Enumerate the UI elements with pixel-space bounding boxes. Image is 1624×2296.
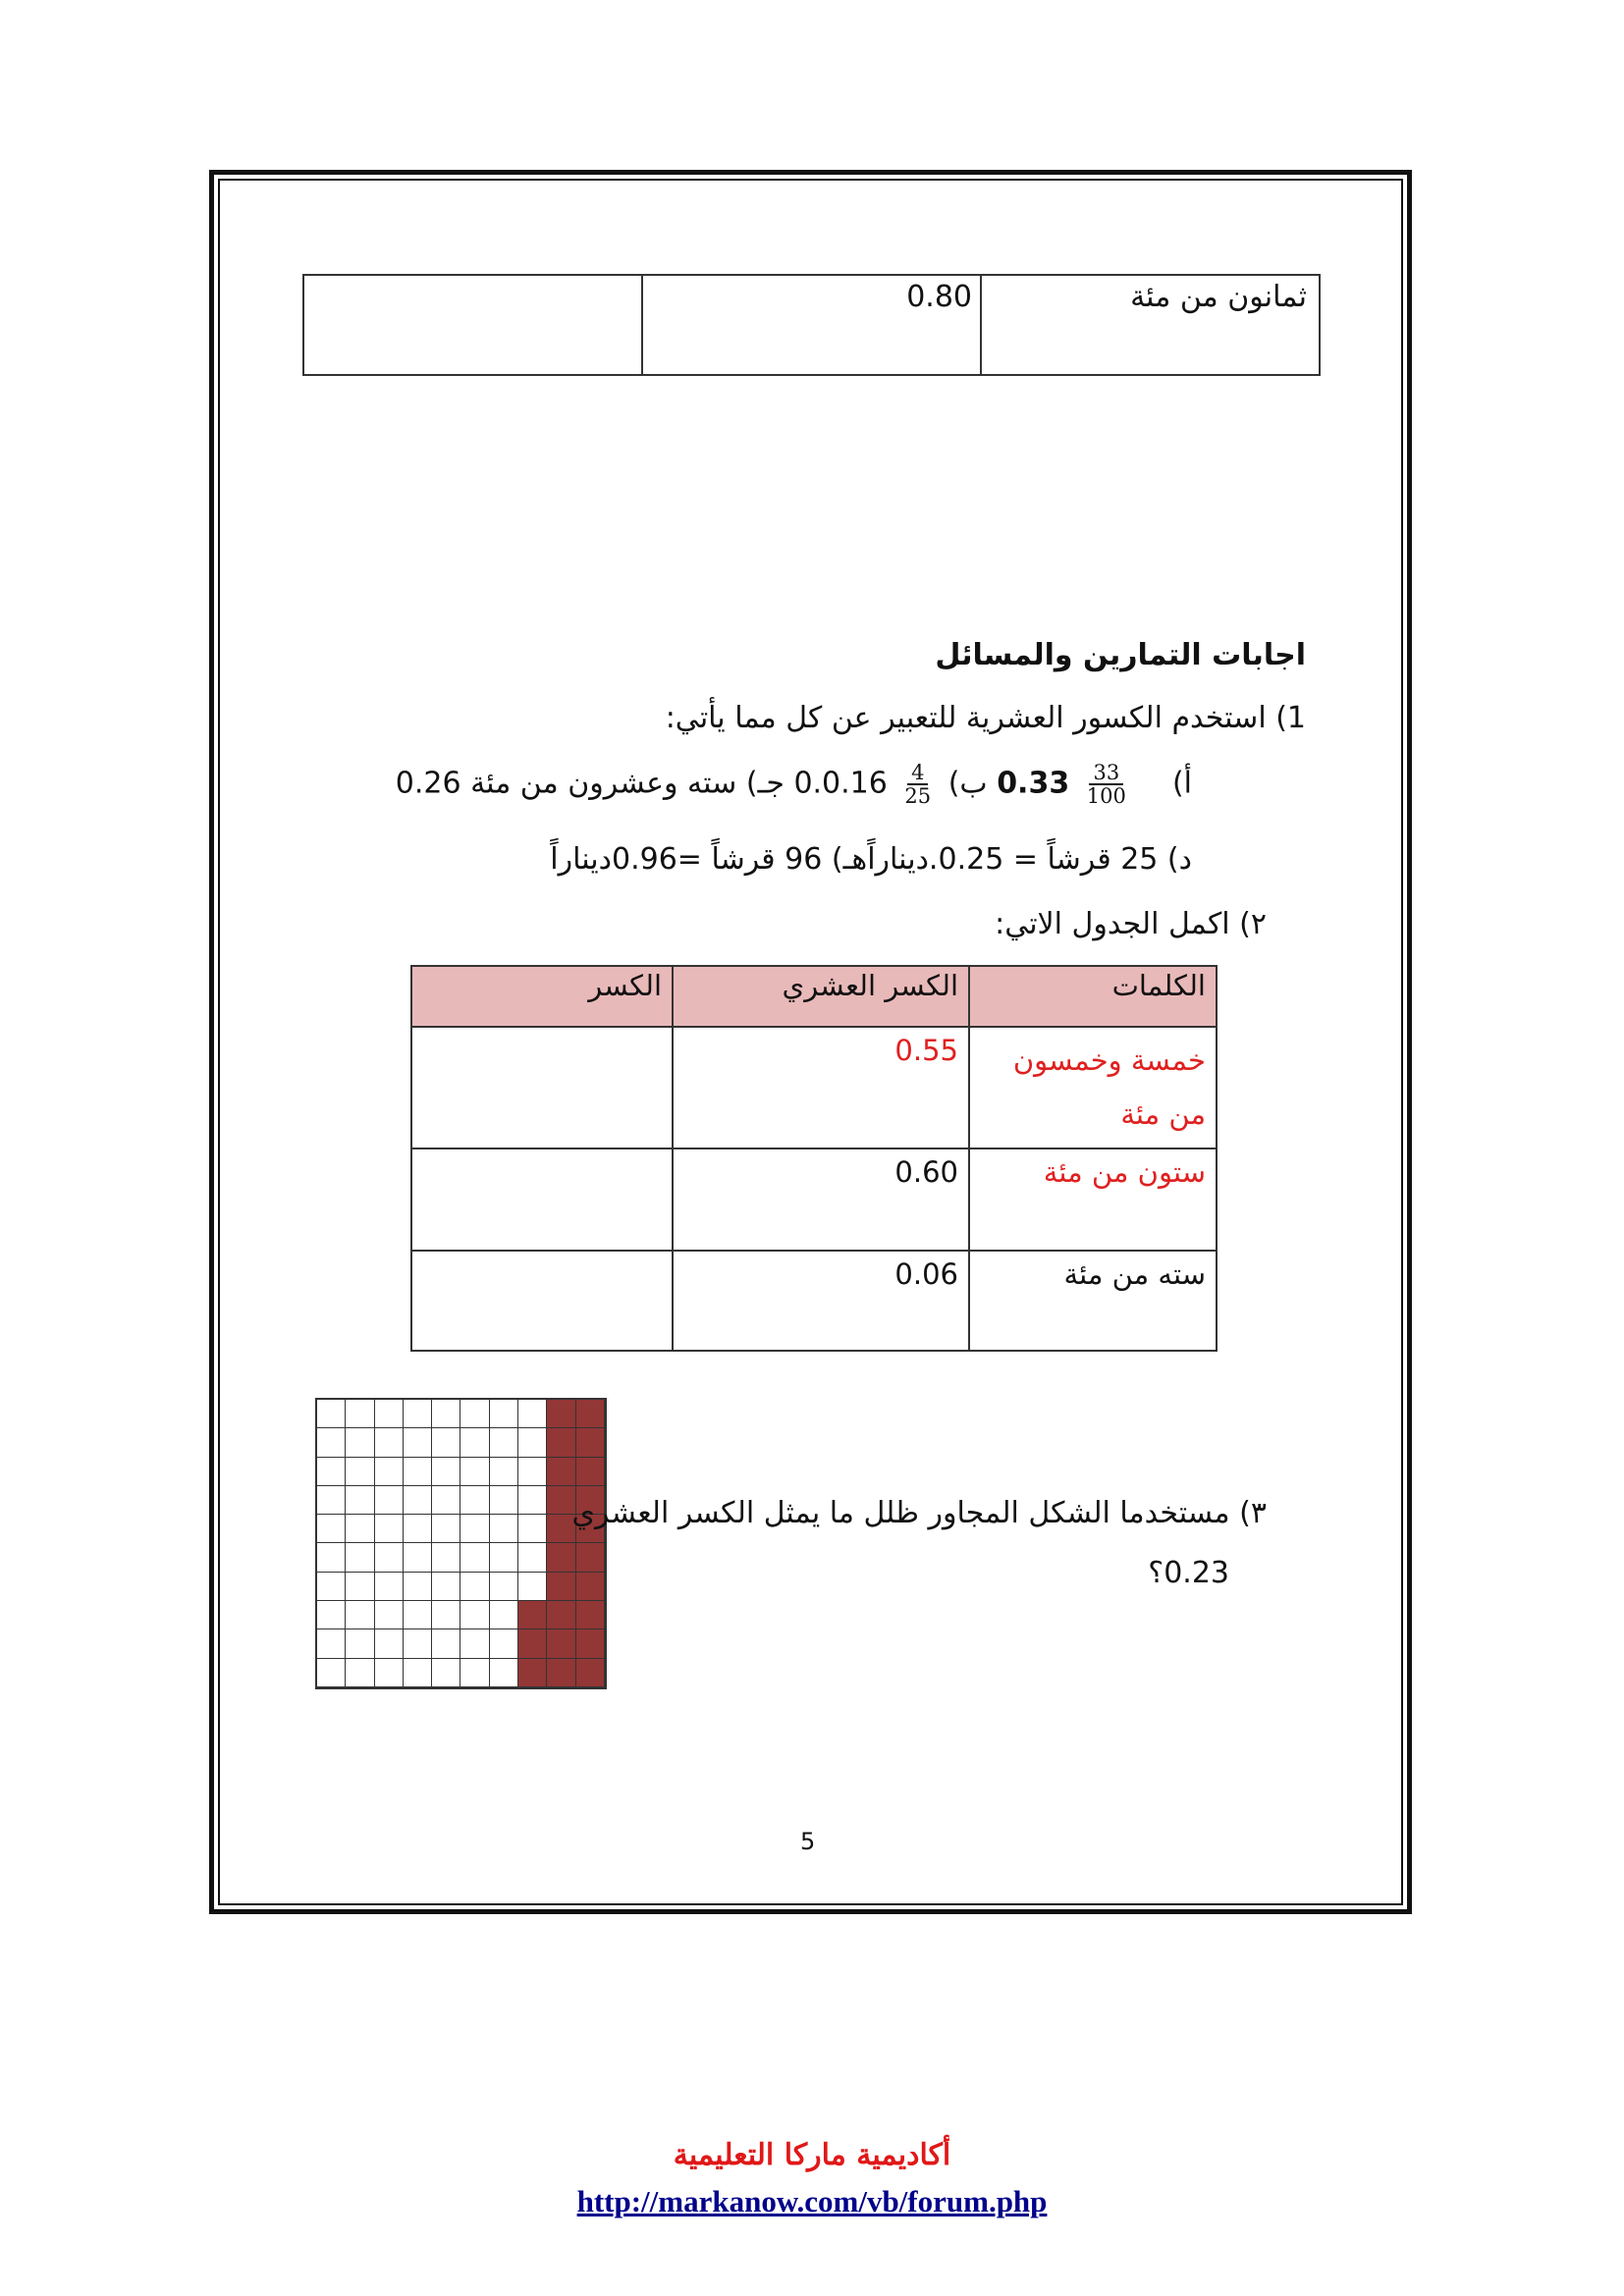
grid-cell [460, 1629, 489, 1658]
table-row [411, 1027, 1217, 1148]
header-words: الكلمات [969, 966, 1217, 1027]
academy-name: أكاديمية ماركا التعليمية [673, 2138, 951, 2172]
grid-cell [346, 1458, 374, 1486]
value-a: 0.33 [997, 766, 1070, 801]
grid-cell [404, 1573, 432, 1601]
decimal-cell: 0.55 [673, 1027, 969, 1148]
grid-cell [547, 1543, 575, 1572]
grid-cell [576, 1458, 605, 1486]
words-cell: خمسة وخمسون من مئة [969, 1027, 1217, 1148]
decimal-cell: 0.06 [673, 1251, 969, 1351]
grid-cell [317, 1629, 346, 1658]
table-row [411, 1148, 1217, 1251]
fraction-cell [411, 1027, 673, 1148]
grid-cell [375, 1400, 404, 1428]
header-fraction: الكسر [411, 966, 673, 1027]
grid-cell [404, 1486, 432, 1515]
grid-cell [432, 1515, 460, 1543]
grid-cell [432, 1543, 460, 1572]
grid-cell [490, 1515, 518, 1543]
grid-cell [576, 1659, 605, 1687]
grid-cell [547, 1659, 575, 1687]
grid-cell [490, 1458, 518, 1486]
grid-cell [547, 1400, 575, 1428]
table-row [411, 1251, 1217, 1351]
words-cell: ثمانون من مئة [981, 275, 1320, 375]
grid-cell [518, 1428, 547, 1457]
grid-cell [460, 1515, 489, 1543]
grid-cell [518, 1543, 547, 1572]
grid-cell [404, 1543, 432, 1572]
top-table [302, 274, 1321, 376]
grid-cell [576, 1601, 605, 1629]
fraction-cell [411, 1251, 673, 1351]
grid-cell [432, 1458, 460, 1486]
grid-cell [576, 1400, 605, 1428]
decimal-table [410, 965, 1218, 1352]
grid-cell [375, 1428, 404, 1457]
label-a: أ) [1171, 766, 1192, 801]
table-header-row [411, 966, 1217, 1027]
fraction-cell [303, 275, 642, 375]
words-cell: سته من مئة [969, 1251, 1217, 1351]
grid-cell [404, 1515, 432, 1543]
grid-cell [518, 1629, 547, 1658]
question-2-text: ٢) اكمل الجدول الاتي: [995, 907, 1267, 941]
words-cell: ستون من مئة [969, 1148, 1217, 1251]
grid-cell [317, 1400, 346, 1428]
page-number: 5 [800, 1828, 816, 1855]
grid-cell [518, 1486, 547, 1515]
grid-cell [460, 1573, 489, 1601]
grid-cell [518, 1458, 547, 1486]
grid-cell [317, 1573, 346, 1601]
decimal-cell: 0.80 [642, 275, 981, 375]
grid-cell [375, 1629, 404, 1658]
grid-cell [375, 1486, 404, 1515]
grid-cell [460, 1458, 489, 1486]
hundred-grid [315, 1398, 607, 1689]
grid-cell [518, 1659, 547, 1687]
grid-cell [518, 1515, 547, 1543]
grid-cell [346, 1573, 374, 1601]
grid-cell [547, 1428, 575, 1457]
grid-cell [432, 1400, 460, 1428]
label-b: ب) [947, 766, 988, 801]
grid-cell [490, 1629, 518, 1658]
grid-cell [576, 1629, 605, 1658]
grid-cell [576, 1573, 605, 1601]
grid-cell [317, 1515, 346, 1543]
grid-cell [490, 1486, 518, 1515]
header-decimal: الكسر العشري [673, 966, 969, 1027]
grid-cell [317, 1659, 346, 1687]
grid-cell [547, 1629, 575, 1658]
decimal-cell: 0.60 [673, 1148, 969, 1251]
grid-cell [518, 1400, 547, 1428]
grid-cell [460, 1601, 489, 1629]
grid-cell [490, 1601, 518, 1629]
value-b: 0.0.16 [793, 766, 888, 801]
grid-cell [432, 1573, 460, 1601]
table-row [303, 275, 1320, 375]
grid-cell [375, 1601, 404, 1629]
grid-cell [404, 1601, 432, 1629]
grid-cell [317, 1428, 346, 1457]
fraction-4-25: $\frac{4}{25}$ [904, 761, 932, 809]
grid-cell [460, 1428, 489, 1457]
grid-cell [375, 1543, 404, 1572]
grid-cell [518, 1573, 547, 1601]
grid-cell [404, 1458, 432, 1486]
grid-cell [346, 1629, 374, 1658]
label-c: جـ) [745, 766, 785, 801]
grid-cell [432, 1629, 460, 1658]
grid-cell [375, 1515, 404, 1543]
grid-cell [460, 1543, 489, 1572]
grid-cell [576, 1543, 605, 1572]
grid-cell [346, 1486, 374, 1515]
grid-cell [490, 1428, 518, 1457]
grid-cell [346, 1428, 374, 1457]
grid-cell [317, 1543, 346, 1572]
question-1-line-a [396, 762, 1192, 807]
grid-cell [460, 1400, 489, 1428]
question-1-line-d: د) 25 قرشاً = 0.25.ديناراًهـ) 96 قرشاً =0.96ديناراً [550, 842, 1192, 877]
grid-cell [432, 1486, 460, 1515]
grid-cell [346, 1515, 374, 1543]
grid-cell [375, 1573, 404, 1601]
grid-cell [432, 1601, 460, 1629]
grid-cell [346, 1543, 374, 1572]
grid-cell [375, 1659, 404, 1687]
question-3-value: 0.23؟ [1148, 1556, 1229, 1590]
fraction-33-100: $\frac{33}{100}$ [1086, 761, 1126, 809]
grid-cell [490, 1400, 518, 1428]
grid-cell [460, 1659, 489, 1687]
grid-cell [547, 1601, 575, 1629]
grid-cell [490, 1573, 518, 1601]
grid-cell [317, 1601, 346, 1629]
grid-cell [317, 1486, 346, 1515]
grid-cell [375, 1458, 404, 1486]
grid-cell [576, 1428, 605, 1457]
grid-cell [346, 1601, 374, 1629]
grid-cell [490, 1543, 518, 1572]
fraction-cell [411, 1148, 673, 1251]
question-3-text: ٣) مستخدما الشكل المجاور ظلل ما يمثل الكسر العشري [571, 1496, 1267, 1530]
forum-link[interactable]: http://markanow.com/vb/forum.php [576, 2184, 1048, 2218]
value-c: سته وعشرون من مئة 0.26 [395, 766, 737, 801]
grid-cell [432, 1659, 460, 1687]
grid-cell [404, 1629, 432, 1658]
grid-cell [518, 1601, 547, 1629]
grid-cell [432, 1428, 460, 1457]
grid-cell [490, 1659, 518, 1687]
grid-cell [404, 1659, 432, 1687]
grid-cell [460, 1486, 489, 1515]
section-heading: اجابات التمارين والمسائل [935, 638, 1306, 672]
grid-cell [404, 1400, 432, 1428]
grid-cell [346, 1659, 374, 1687]
grid-cell [547, 1573, 575, 1601]
question-1-text: 1) استخدم الكسور العشرية للتعبير عن كل مما يأتي: [665, 701, 1306, 735]
grid-cell [346, 1400, 374, 1428]
grid-cell [317, 1458, 346, 1486]
grid-cell [404, 1428, 432, 1457]
grid-cell [547, 1458, 575, 1486]
